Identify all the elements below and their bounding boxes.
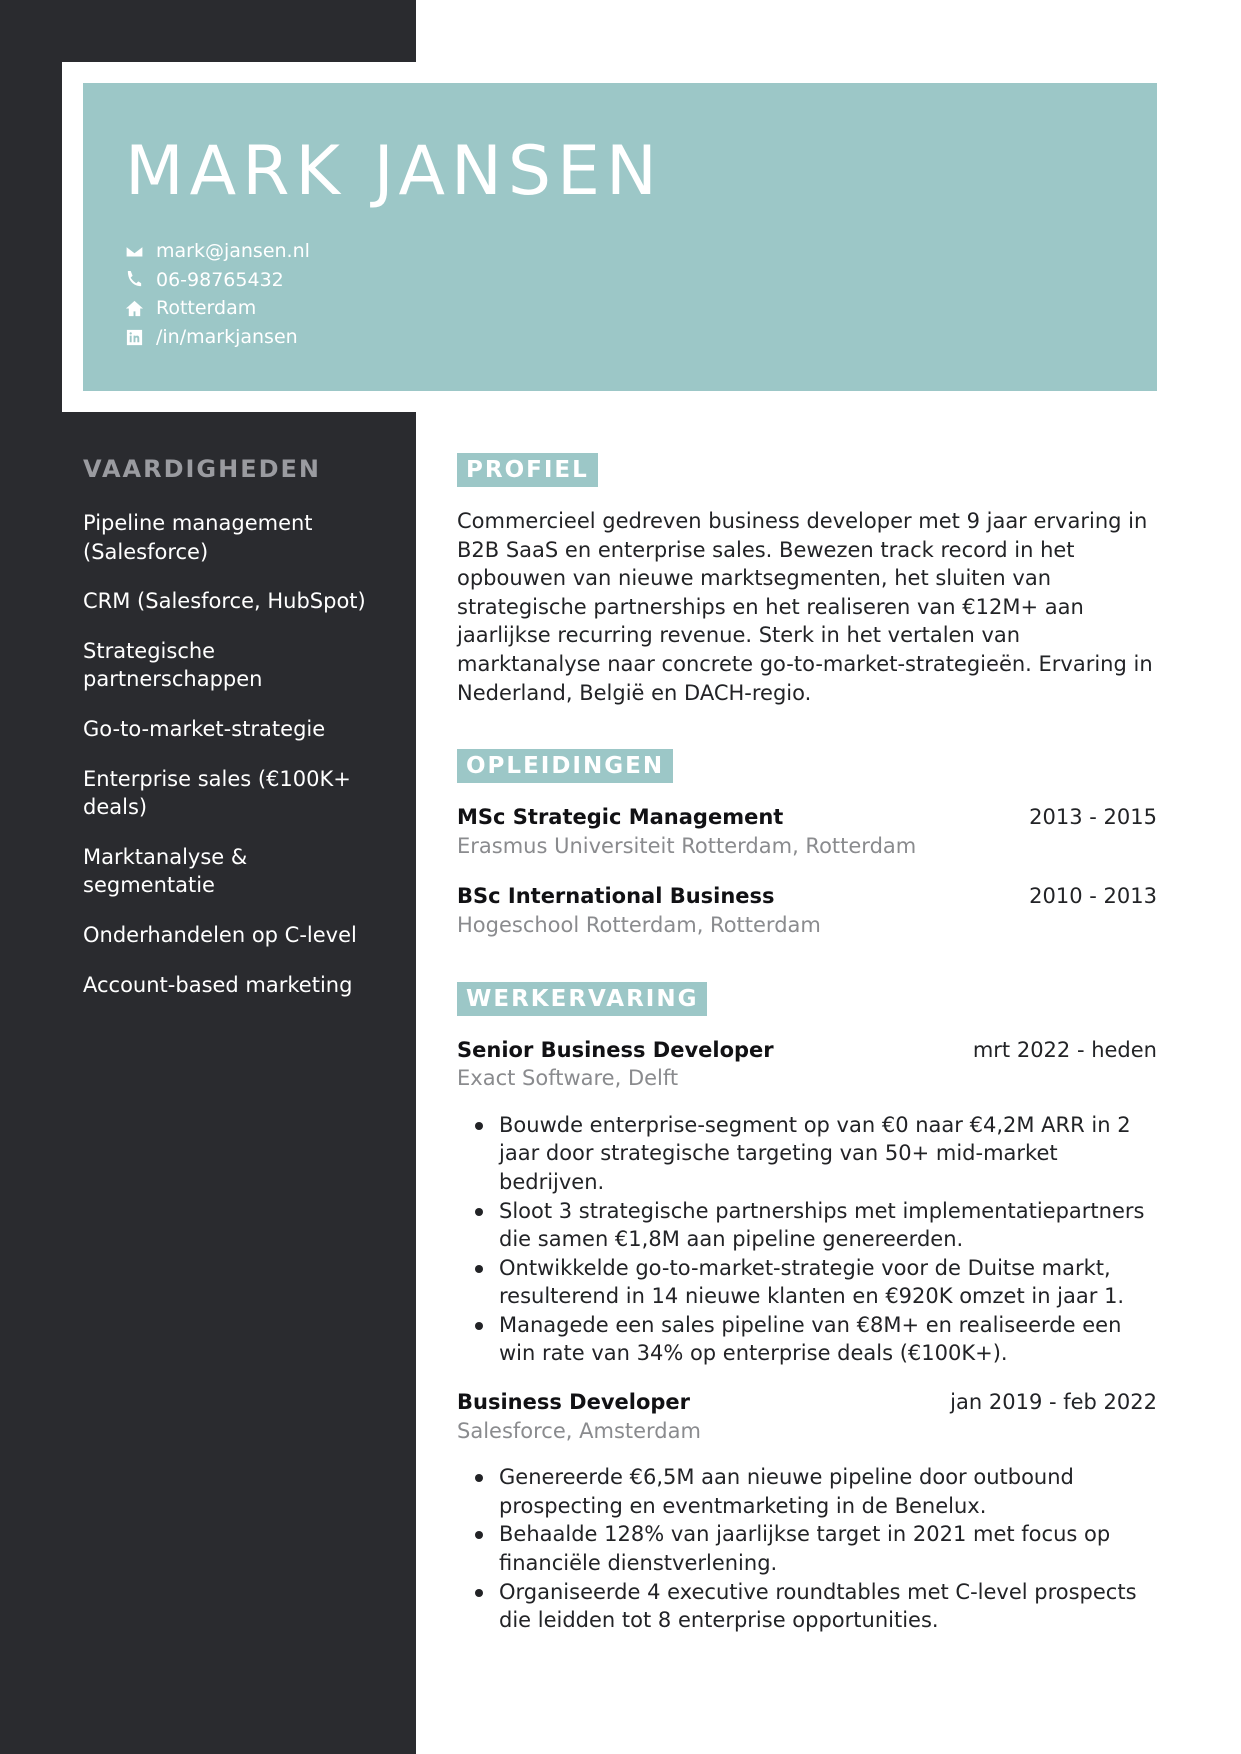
skills-heading: VAARDIGHEDEN — [83, 455, 322, 483]
home-icon — [124, 298, 144, 318]
education-dates: 2010 - 2013 — [1029, 884, 1157, 909]
achievement-item: Bouwde enterprise-segment op van €0 naar €4,2M ARR in 2 jaar door strategische targeting van 50+ mid-market bedrijven. — [475, 1111, 1157, 1197]
education-dates: 2013 - 2015 — [1029, 805, 1157, 830]
main-content — [457, 453, 1157, 1635]
job-achievements — [457, 1111, 1157, 1368]
contact-phone-text: 06-98765432 — [156, 268, 284, 291]
skill-item: Account-based marketing — [83, 972, 353, 997]
skill-item: Strategische partnerschappen — [83, 638, 263, 692]
job-entry — [457, 1036, 1157, 1369]
achievement-item: Managede een sales pipeline van €8M+ en realiseerde een win rate van 34% op enterprise deals (€100K+). — [475, 1311, 1157, 1368]
profile-section — [457, 453, 1157, 707]
achievement-item: Genereerde €6,5M aan nieuwe pipeline door outbound prospecting en eventmarketing in de Benelux. — [475, 1463, 1157, 1520]
contact-phone[interactable] — [124, 266, 310, 295]
job-dates: jan 2019 - feb 2022 — [950, 1390, 1157, 1415]
profile-heading: PROFIEL — [457, 453, 598, 487]
school-name: Hogeschool Rotterdam, Rotterdam — [457, 912, 821, 937]
skill-item: Onderhandelen op C-level — [83, 922, 357, 947]
skills-list — [83, 509, 383, 1020]
achievement-item: Organiseerde 4 executive roundtables met C-level prospects die leidden tot 8 enterprise opportunities. — [475, 1578, 1157, 1635]
education-entry — [457, 803, 1157, 860]
skill-item: Go-to-market-strategie — [83, 716, 326, 741]
contact-list — [124, 237, 310, 351]
school-name: Erasmus Universiteit Rotterdam, Rotterdam — [457, 833, 917, 858]
job-dates: mrt 2022 - heden — [972, 1037, 1157, 1062]
experience-section — [457, 940, 1157, 1635]
contact-location — [124, 294, 310, 323]
job-role: Senior Business Developer — [457, 1037, 774, 1062]
skill-item: Marktanalyse & segmentatie — [83, 844, 248, 898]
job-role: Business Developer — [457, 1390, 691, 1415]
contact-location-text: Rotterdam — [156, 297, 257, 320]
contact-linkedin-text: /in/markjansen — [156, 326, 298, 349]
profile-text: Commercieel gedreven business developer met 9 jaar ervaring in B2B SaaS en enterprise sales. Bewezen track record in het opbouwen van nieuwe marktsegmenten, het sluiten van strategische partnerships en het realiseren van €12M+ aan jaarlijkse recurring revenue. Sterk in het vertalen van marktanalyse naar concrete go-to-market-strategieën. Ervaring in Nederland, België en DACH-regio. — [457, 509, 1153, 705]
contact-email[interactable] — [124, 237, 310, 266]
education-section — [457, 707, 1157, 939]
degree-title: MSc Strategic Management — [457, 805, 784, 830]
experience-heading: WERKERVARING — [457, 982, 707, 1016]
education-heading: OPLEIDINGEN — [457, 749, 673, 783]
job-achievements — [457, 1463, 1157, 1635]
achievement-item: Sloot 3 strategische partnerships met implementatiepartners die samen €1,8M aan pipeline genereerden. — [475, 1197, 1157, 1254]
phone-icon — [124, 270, 144, 290]
skill-item: Enterprise sales (€100K+ deals) — [83, 766, 351, 820]
degree-title: BSc International Business — [457, 884, 775, 909]
education-entry — [457, 882, 1157, 939]
job-company: Exact Software, Delft — [457, 1066, 679, 1091]
envelope-icon — [124, 241, 144, 261]
linkedin-icon — [124, 327, 144, 347]
job-company: Salesforce, Amsterdam — [457, 1418, 701, 1443]
contact-email-text: mark@jansen.nl — [156, 240, 310, 263]
candidate-name: MARK JANSEN — [125, 132, 663, 211]
contact-linkedin[interactable] — [124, 323, 310, 352]
job-entry — [457, 1388, 1157, 1635]
achievement-item: Ontwikkelde go-to-market-strategie voor de Duitse markt, resulterend in 14 nieuwe klanten en €920K omzet in jaar 1. — [475, 1254, 1157, 1311]
skill-item: Pipeline management (Salesforce) — [83, 511, 313, 564]
skill-item: CRM (Salesforce, HubSpot) — [83, 589, 366, 614]
achievement-item: Behaalde 128% van jaarlijkse target in 2021 met focus op financiële dienstverlening. — [475, 1520, 1157, 1577]
